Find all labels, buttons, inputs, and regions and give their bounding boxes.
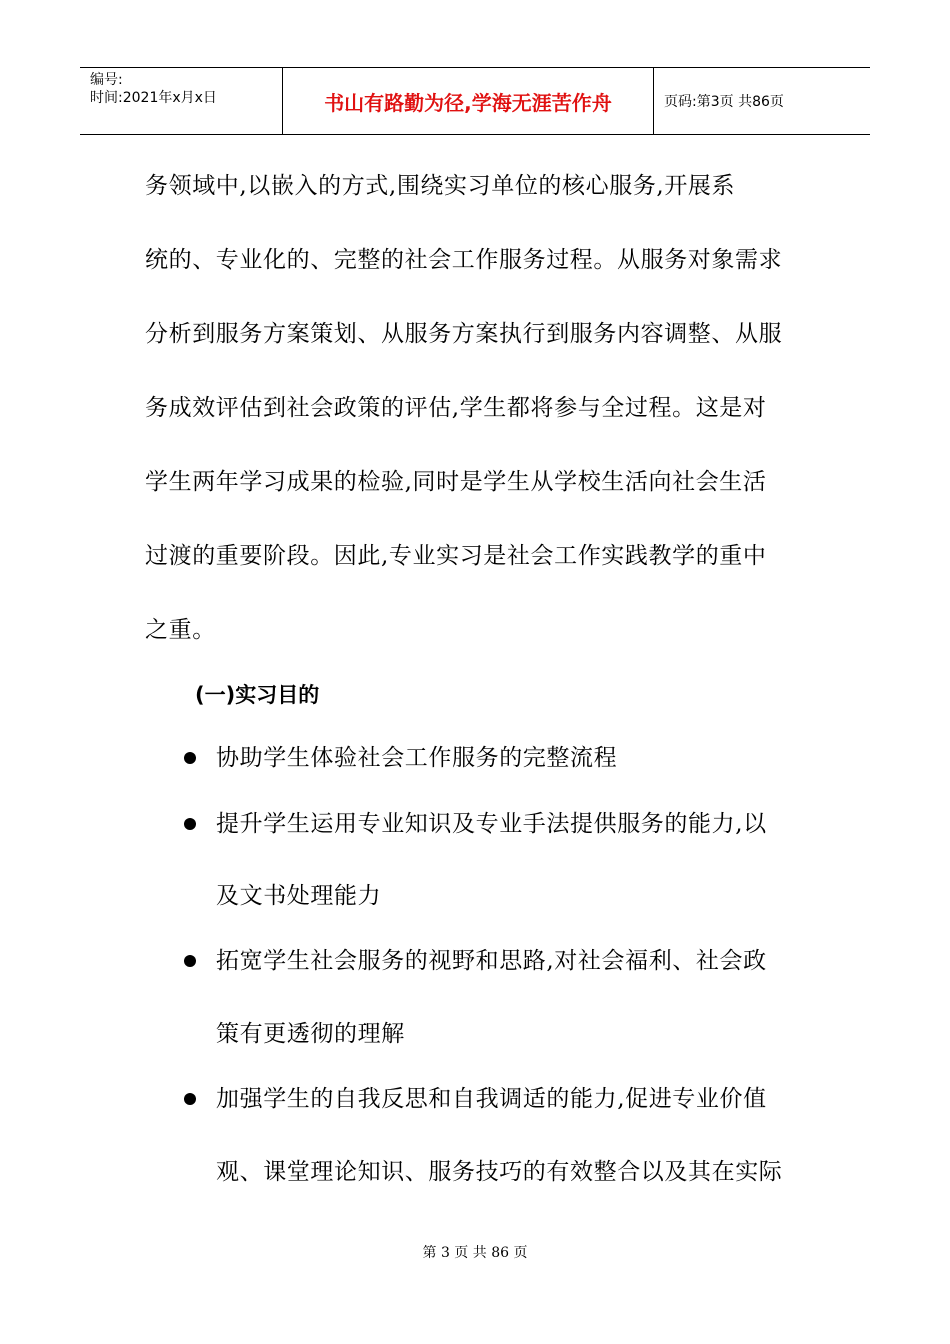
document-time-label: 时间:2021年x月x日 <box>90 90 217 106</box>
paragraph-line: 过渡的重要阶段。因此,专业实习是社会工作实践教学的重中 <box>145 543 767 569</box>
bullet-dot-icon <box>184 818 196 830</box>
paragraph-line: 务成效评估到社会政策的评估,学生都将参与全过程。这是对 <box>145 395 767 421</box>
header-meta <box>80 68 282 134</box>
bullet-dot-icon <box>184 752 196 764</box>
bullet-dot-icon <box>184 955 196 967</box>
header-page-code: 页码:第3页 共86页 <box>664 94 784 110</box>
header-motto: 书山有路勤为径,学海无涯苦作舟 <box>282 68 654 134</box>
page-header <box>80 67 870 135</box>
bullet-line: 及文书处理能力 <box>216 883 382 909</box>
paragraph-line: 之重。 <box>145 617 216 643</box>
paragraph-line: 统的、专业化的、完整的社会工作服务过程。从服务对象需求 <box>145 247 783 273</box>
bullet-line: 观、课堂理论知识、服务技巧的有效整合以及其在实际 <box>216 1159 783 1185</box>
bullet-line: 提升学生运用专业知识及专业手法提供服务的能力,以 <box>216 811 767 837</box>
paragraph-line: 学生两年学习成果的检验,同时是学生从学校生活向社会生活 <box>145 469 767 495</box>
paragraph-line: 务领域中,以嵌入的方式,围绕实习单位的核心服务,开展系 <box>145 173 736 199</box>
bullet-line: 拓宽学生社会服务的视野和思路,对社会福利、社会政 <box>216 948 767 974</box>
page-footer: 第 3 页 共 86 页 <box>422 1245 528 1261</box>
document-number-label: 编号: <box>90 72 123 88</box>
bullet-line: 协助学生体验社会工作服务的完整流程 <box>216 745 618 771</box>
bullet-line: 加强学生的自我反思和自我调适的能力,促进专业价值 <box>216 1086 767 1112</box>
bullet-line: 策有更透彻的理解 <box>216 1021 405 1047</box>
paragraph-line: 分析到服务方案策划、从服务方案执行到服务内容调整、从服 <box>145 321 783 347</box>
bullet-dot-icon <box>184 1093 196 1105</box>
section-heading: (一)实习目的 <box>195 683 320 707</box>
